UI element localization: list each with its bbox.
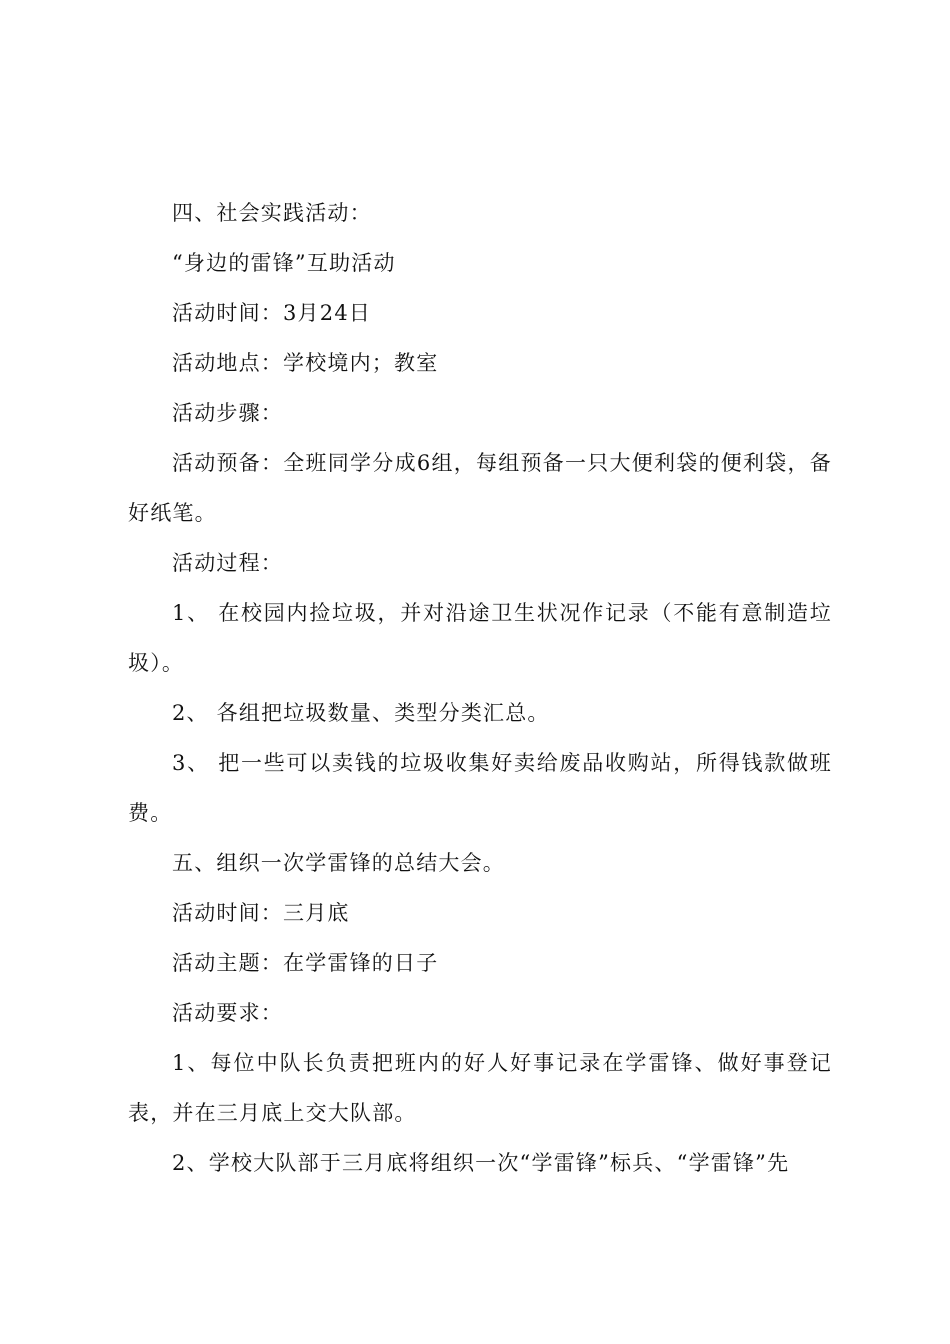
meeting-theme: 活动主题：在学雷锋的日子: [172, 951, 439, 975]
activity-preparation: 活动预备：全班同学分成6组，每组预备一只大便利袋的便利袋，备好纸笔。: [128, 451, 832, 525]
requirement-2: 2、学校大队部于三月底将组织一次“学雷锋”标兵、“学雷锋”先: [172, 1151, 790, 1175]
process-step-3: 3、 把一些可以卖钱的垃圾收集好卖给废品收购站，所得钱款做班费。: [128, 751, 832, 825]
process-step-2: 2、 各组把垃圾数量、类型分类汇总。: [172, 701, 550, 725]
section-heading-social-practice: 四、社会实践活动：: [172, 201, 372, 225]
meeting-time: 活动时间：三月底: [172, 901, 350, 925]
activity-location: 活动地点：学校境内；教室: [172, 351, 439, 375]
document-body: [128, 188, 832, 1188]
meeting-requirements-heading: 活动要求：: [172, 1001, 283, 1025]
activity-time: 活动时间：3月24日: [172, 301, 372, 325]
activity-process-heading: 活动过程：: [172, 551, 283, 575]
activity-title: “身边的雷锋”互助活动: [172, 251, 396, 275]
requirement-1: 1、每位中队长负责把班内的好人好事记录在学雷锋、做好事登记表，并在三月底上交大队部。: [128, 1051, 832, 1125]
activity-steps-heading: 活动步骤：: [172, 401, 283, 425]
process-step-1: 1、 在校园内捡垃圾，并对沿途卫生状况作记录（不能有意制造垃圾）。: [128, 601, 832, 675]
section-heading-summary-meeting: 五、组织一次学雷锋的总结大会。: [172, 851, 505, 875]
